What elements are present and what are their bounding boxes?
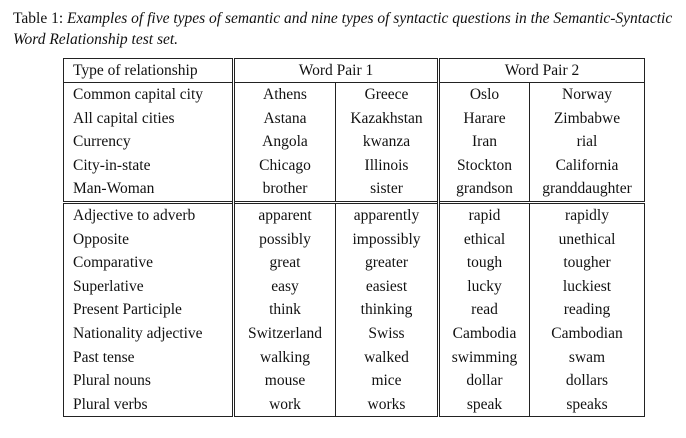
table-row [64, 275, 645, 299]
table-row [64, 130, 645, 154]
pair2-word-b: speaks [566, 395, 608, 413]
word-relationship-table [63, 58, 645, 417]
pair1-word-b: Illinois [336, 154, 439, 178]
pair1-word-a: mouse [234, 369, 336, 393]
pair2-word-b: Norway [562, 86, 612, 103]
pair1-word-a: apparent [234, 202, 336, 227]
pair2-word-b: dollars [565, 372, 609, 390]
header-type: Type of relationship [64, 59, 234, 83]
pair1-word-a: Angola [234, 130, 336, 154]
pair1-word-b: mice [336, 369, 439, 393]
table-row [64, 393, 645, 417]
pair1-word-a: Astana [234, 107, 336, 131]
pair1-word-a: possibly [234, 228, 336, 252]
table-row [64, 369, 645, 393]
pair1-word-b: impossibly [336, 228, 439, 252]
pair1-word-a: brother [234, 177, 336, 202]
pair2-word-b: rial [576, 133, 598, 151]
pair2-word-a: ethical [439, 228, 530, 252]
pair2-word-b: California [555, 156, 619, 174]
table-row [64, 177, 645, 202]
table-row [64, 346, 645, 370]
pair2-word-b: tougher [563, 254, 611, 272]
pair1-word-b: sister [336, 177, 439, 202]
pair1-word-b: greater [336, 251, 439, 275]
relationship-type: Comparative [64, 251, 234, 275]
pair1-word-b: apparently [336, 202, 439, 227]
relationship-type: Common capital city [64, 83, 234, 107]
pair1-word-b: Greece [336, 83, 439, 107]
pair1-word-b: kwanza [336, 130, 439, 154]
table-header-row [64, 59, 645, 83]
pair1-word-a: think [234, 298, 336, 322]
relationship-type: Plural nouns [64, 369, 234, 393]
pair2-word-b: swam [568, 348, 606, 366]
pair2-word-a: Harare [439, 107, 530, 131]
pair2-word-b: reading [563, 301, 611, 319]
relationship-type: Man-Woman [64, 177, 234, 202]
pair2-word-b: unethical [558, 230, 616, 248]
pair2-word-a: Iran [439, 130, 530, 154]
table-row [64, 154, 645, 178]
header-word-pair-2: Word Pair 2 [439, 59, 645, 83]
relationship-type: All capital cities [64, 107, 234, 131]
table-row [64, 298, 645, 322]
relationship-type: Opposite [64, 228, 234, 252]
pair2-word-b: Zimbabwe [553, 109, 621, 127]
pair1-word-a: Chicago [234, 154, 336, 178]
pair1-word-b: walked [336, 346, 439, 370]
table-body [64, 83, 645, 417]
relationship-type: Superlative [64, 275, 234, 299]
relationship-type: City-in-state [64, 154, 234, 178]
pair2-word-a: swimming [439, 346, 530, 370]
relationship-type: Currency [64, 130, 234, 154]
relationship-type: Plural verbs [64, 393, 234, 417]
pair1-word-b: easiest [336, 275, 439, 299]
pair2-word-a: Stockton [439, 154, 530, 178]
pair2-word-b: granddaughter [542, 180, 632, 198]
header-word-pair-1: Word Pair 1 [234, 59, 439, 83]
pair2-word-a: lucky [439, 275, 530, 299]
table-row [64, 322, 645, 346]
pair2-word-b: rapidly [530, 202, 645, 227]
table-row [64, 202, 645, 227]
pair2-word-a: Oslo [439, 83, 530, 107]
pair2-word-a: rapid [439, 202, 530, 227]
caption-label: Table 1: [13, 10, 64, 27]
pair2-word-b: Cambodian [551, 324, 623, 342]
pair1-word-b: works [336, 393, 439, 417]
pair2-word-a: Cambodia [439, 322, 530, 346]
pair2-word-a: grandson [439, 177, 530, 202]
relationship-type: Adjective to adverb [64, 202, 234, 227]
pair1-word-a: work [234, 393, 336, 417]
pair2-word-a: read [439, 298, 530, 322]
pair1-word-a: walking [234, 346, 336, 370]
relationship-type: Nationality adjective [64, 322, 234, 346]
pair2-word-a: speak [439, 393, 530, 417]
relationship-type: Present Participle [64, 298, 234, 322]
pair1-word-a: Athens [234, 83, 336, 107]
pair2-word-b: luckiest [562, 277, 612, 295]
table-row [64, 83, 645, 107]
pair1-word-b: Swiss [336, 322, 439, 346]
table-caption [13, 8, 675, 50]
pair2-word-a: dollar [439, 369, 530, 393]
caption-text: Examples of five types of semantic and nine types of syntactic questions in the Semantic-Syntactic Word Relationship test set. [13, 10, 673, 48]
pair1-word-b: thinking [336, 298, 439, 322]
table-row [64, 107, 645, 131]
table-row [64, 251, 645, 275]
table-row [64, 228, 645, 252]
pair1-word-b: Kazakhstan [336, 107, 439, 131]
pair1-word-a: great [234, 251, 336, 275]
pair1-word-a: Switzerland [234, 322, 336, 346]
pair2-word-a: tough [439, 251, 530, 275]
pair1-word-a: easy [234, 275, 336, 299]
relationship-type: Past tense [64, 346, 234, 370]
